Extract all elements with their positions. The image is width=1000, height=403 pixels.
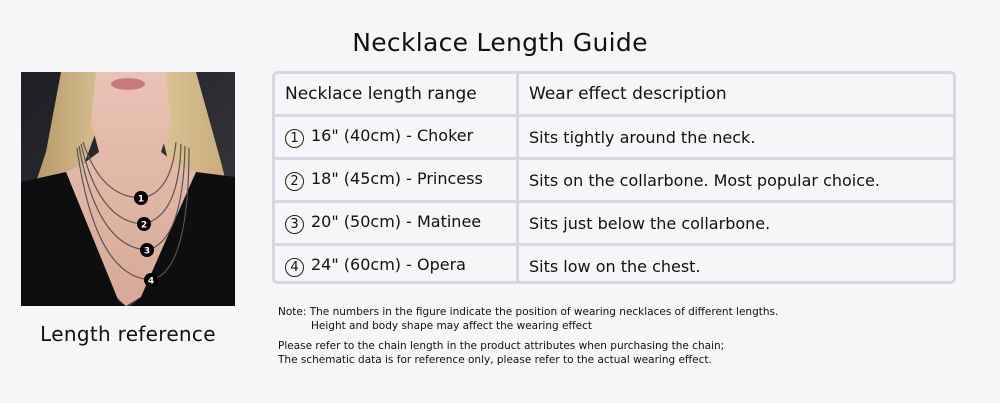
- photo-caption: Length reference: [40, 322, 216, 346]
- description-cell: Sits tightly around the neck.: [518, 116, 954, 159]
- circled-number-icon: 2: [285, 172, 304, 191]
- circled-number-icon: 3: [285, 215, 304, 234]
- svg-text:2: 2: [140, 220, 148, 231]
- header-wear-effect: Wear effect description: [518, 74, 954, 116]
- header-length-range: Necklace length range: [275, 74, 518, 116]
- note-line: Please refer to the chain length in the product attributes when purchasing the chain;: [278, 340, 725, 352]
- svg-text:4: 4: [147, 276, 155, 287]
- table-row: [275, 202, 953, 245]
- table-row: [275, 245, 953, 285]
- description-cell: Sits low on the chest.: [518, 245, 954, 285]
- length-cell: [275, 159, 518, 202]
- notes-section: [278, 305, 878, 367]
- table-header-row: [275, 74, 953, 116]
- svg-text:1: 1: [137, 194, 145, 205]
- necklace-model-photo: [21, 72, 235, 306]
- circled-number-icon: 1: [285, 129, 304, 148]
- length-cell: [275, 202, 518, 245]
- length-cell: [275, 116, 518, 159]
- description-cell: Sits on the collarbone. Most popular choice.: [518, 159, 954, 202]
- length-text: 20" (50cm) - Matinee: [311, 212, 482, 231]
- table-row: [275, 159, 953, 202]
- length-guide-table: [272, 71, 956, 284]
- length-cell: [275, 245, 518, 285]
- circled-number-icon: 4: [285, 258, 304, 277]
- description-cell: Sits just below the collarbone.: [518, 202, 954, 245]
- note-line: The schematic data is for reference only, please refer to the actual wearing effect.: [278, 354, 712, 366]
- table-row: [275, 116, 953, 159]
- note-line: Note: The numbers in the figure indicate the position of wearing necklaces of different lengths.: [278, 306, 779, 318]
- length-text: 18" (45cm) - Princess: [311, 169, 483, 188]
- length-text: 24" (60cm) - Opera: [311, 255, 466, 274]
- note-line: Height and body shape may affect the wearing effect: [311, 320, 593, 332]
- page-title: Necklace Length Guide: [352, 28, 648, 57]
- length-text: 16" (40cm) - Choker: [311, 126, 474, 145]
- svg-text:3: 3: [143, 246, 151, 257]
